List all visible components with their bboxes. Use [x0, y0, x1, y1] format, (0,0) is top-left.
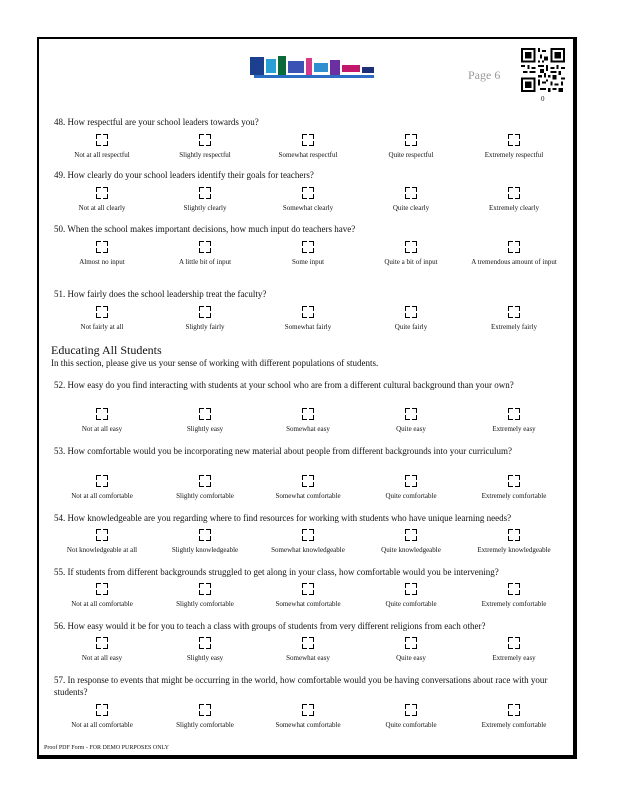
- checkbox[interactable]: [199, 704, 211, 716]
- checkbox[interactable]: [96, 134, 108, 146]
- option-label: Somewhat clearly: [282, 204, 334, 212]
- option-label: Quite comfortable: [385, 600, 437, 608]
- checkbox[interactable]: [199, 637, 211, 649]
- checkbox[interactable]: [96, 408, 108, 420]
- checkbox[interactable]: [405, 583, 417, 595]
- option-label: Somewhat knowledgeable: [271, 546, 345, 554]
- option-label: Not knowledgeable at all: [66, 546, 138, 554]
- option-label: Quite comfortable: [385, 492, 437, 500]
- option-label: Somewhat comfortable: [275, 721, 341, 729]
- checkbox[interactable]: [405, 134, 417, 146]
- checkbox[interactable]: [199, 583, 211, 595]
- checkbox[interactable]: [508, 187, 520, 199]
- option-label: Slightly comfortable: [176, 492, 234, 500]
- question-56: 56. How easy would it be for you to teach a class with groups of students from very different religions from each other?: [54, 621, 486, 631]
- checkbox[interactable]: [96, 704, 108, 716]
- checkbox[interactable]: [302, 408, 314, 420]
- checkbox[interactable]: [508, 408, 520, 420]
- checkbox[interactable]: [302, 306, 314, 318]
- checkbox[interactable]: [199, 529, 211, 541]
- checkbox[interactable]: [508, 241, 520, 253]
- checkbox[interactable]: [508, 306, 520, 318]
- checkbox[interactable]: [508, 704, 520, 716]
- checkbox[interactable]: [302, 475, 314, 487]
- option-label: Extremely comfortable: [481, 492, 547, 500]
- question-53: 53. How comfortable would you be incorporating new material about people from different backgrounds into your curriculum?: [54, 446, 512, 456]
- option-label: Extremely comfortable: [481, 600, 547, 608]
- option-label: Slightly comfortable: [176, 721, 234, 729]
- checkbox[interactable]: [508, 134, 520, 146]
- option-label: Not at all comfortable: [71, 721, 133, 729]
- option-label: Not at all clearly: [78, 204, 126, 212]
- option-label: Not at all comfortable: [71, 492, 133, 500]
- option-label: Extremely comfortable: [481, 721, 547, 729]
- option-label: Not at all respectful: [74, 151, 130, 159]
- question-50: 50. When the school makes important decisions, how much input do teachers have?: [54, 224, 356, 234]
- checkbox[interactable]: [96, 241, 108, 253]
- checkbox[interactable]: [96, 187, 108, 199]
- footer-text: Proof PDF Form - FOR DEMO PURPOSES ONLY: [44, 745, 169, 751]
- checkbox[interactable]: [302, 241, 314, 253]
- checkbox[interactable]: [199, 241, 211, 253]
- logo-image: [248, 55, 376, 81]
- option-label: Extremely respectful: [484, 151, 544, 159]
- checkbox[interactable]: [508, 637, 520, 649]
- option-label: Extremely knowledgeable: [477, 546, 551, 554]
- section-title: Educating All Students: [51, 343, 162, 357]
- checkbox[interactable]: [96, 529, 108, 541]
- checkbox[interactable]: [405, 187, 417, 199]
- checkbox[interactable]: [508, 583, 520, 595]
- checkbox[interactable]: [96, 475, 108, 487]
- option-label: Slightly knowledgeable: [171, 546, 239, 554]
- checkbox[interactable]: [302, 637, 314, 649]
- option-label: Quite clearly: [392, 204, 430, 212]
- checkbox[interactable]: [199, 306, 211, 318]
- checkbox[interactable]: [508, 475, 520, 487]
- option-label: Not at all easy: [81, 425, 123, 433]
- option-label: Not at all easy: [81, 654, 123, 662]
- option-label: Extremely fairly: [490, 323, 538, 331]
- checkbox[interactable]: [199, 475, 211, 487]
- option-label: Some input: [291, 258, 325, 266]
- option-label: Somewhat fairly: [284, 323, 332, 331]
- option-label: Not at all comfortable: [71, 600, 133, 608]
- checkbox[interactable]: [302, 704, 314, 716]
- checkbox[interactable]: [96, 583, 108, 595]
- option-label: A little bit of input: [178, 258, 232, 266]
- option-label: Slightly clearly: [183, 204, 227, 212]
- qr-caption: 0: [541, 95, 545, 103]
- checkbox[interactable]: [96, 306, 108, 318]
- option-label: Somewhat comfortable: [275, 600, 341, 608]
- question-54: 54. How knowledgeable are you regarding where to find resources for working with students who have unique learning needs?: [54, 513, 512, 523]
- checkbox[interactable]: [405, 408, 417, 420]
- checkbox[interactable]: [405, 529, 417, 541]
- option-label: Quite a bit of input: [384, 258, 438, 266]
- option-label: Extremely easy: [492, 654, 536, 662]
- option-label: Slightly comfortable: [176, 600, 234, 608]
- option-label: Somewhat comfortable: [275, 492, 341, 500]
- checkbox[interactable]: [405, 306, 417, 318]
- option-label: Quite knowledgeable: [381, 546, 441, 554]
- question-49: 49. How clearly do your school leaders identify their goals for teachers?: [54, 170, 314, 180]
- option-label: Quite respectful: [388, 151, 434, 159]
- option-label: Extremely clearly: [489, 204, 539, 212]
- question-48: 48. How respectful are your school leaders towards you?: [54, 117, 259, 127]
- checkbox[interactable]: [96, 637, 108, 649]
- option-label: Almost no input: [79, 258, 125, 266]
- option-label: Extremely easy: [492, 425, 536, 433]
- option-label: Quite easy: [396, 654, 426, 662]
- question-51: 51. How fairly does the school leadership treat the faculty?: [54, 289, 267, 299]
- question-52: 52. How easy do you find interacting with students at your school who are from a different cultural background than your own?: [54, 380, 514, 390]
- option-label: Somewhat easy: [286, 425, 330, 433]
- option-label: Somewhat respectful: [278, 151, 338, 159]
- option-label: Quite easy: [396, 425, 426, 433]
- checkbox[interactable]: [199, 187, 211, 199]
- option-label: Slightly fairly: [185, 323, 225, 331]
- checkbox[interactable]: [405, 704, 417, 716]
- option-label: Not fairly at all: [80, 323, 124, 331]
- checkbox[interactable]: [302, 529, 314, 541]
- checkbox[interactable]: [302, 187, 314, 199]
- option-label: A tremendous amount of input: [471, 258, 557, 266]
- section-intro: In this section, please give us your sense of working with different populations of students.: [51, 358, 379, 368]
- checkbox[interactable]: [405, 241, 417, 253]
- qr-code-image: [521, 48, 565, 92]
- checkbox[interactable]: [199, 408, 211, 420]
- checkbox[interactable]: [199, 134, 211, 146]
- checkbox[interactable]: [508, 529, 520, 541]
- page-number: Page 6: [468, 68, 501, 82]
- option-label: Quite comfortable: [385, 721, 437, 729]
- checkbox[interactable]: [302, 134, 314, 146]
- checkbox[interactable]: [405, 637, 417, 649]
- option-label: Quite fairly: [394, 323, 428, 331]
- option-label: Slightly respectful: [179, 151, 231, 159]
- option-label: Slightly easy: [186, 654, 224, 662]
- checkbox[interactable]: [405, 475, 417, 487]
- option-label: Slightly easy: [186, 425, 224, 433]
- option-label: Somewhat easy: [286, 654, 330, 662]
- checkbox[interactable]: [302, 583, 314, 595]
- question-55: 55. If students from different backgrounds struggled to get along in your class, how comfortable would you be intervening?: [54, 567, 499, 577]
- question-57: 57. In response to events that might be occurring in the world, how comfortable would you be having conversations about race with your students?: [54, 675, 548, 697]
